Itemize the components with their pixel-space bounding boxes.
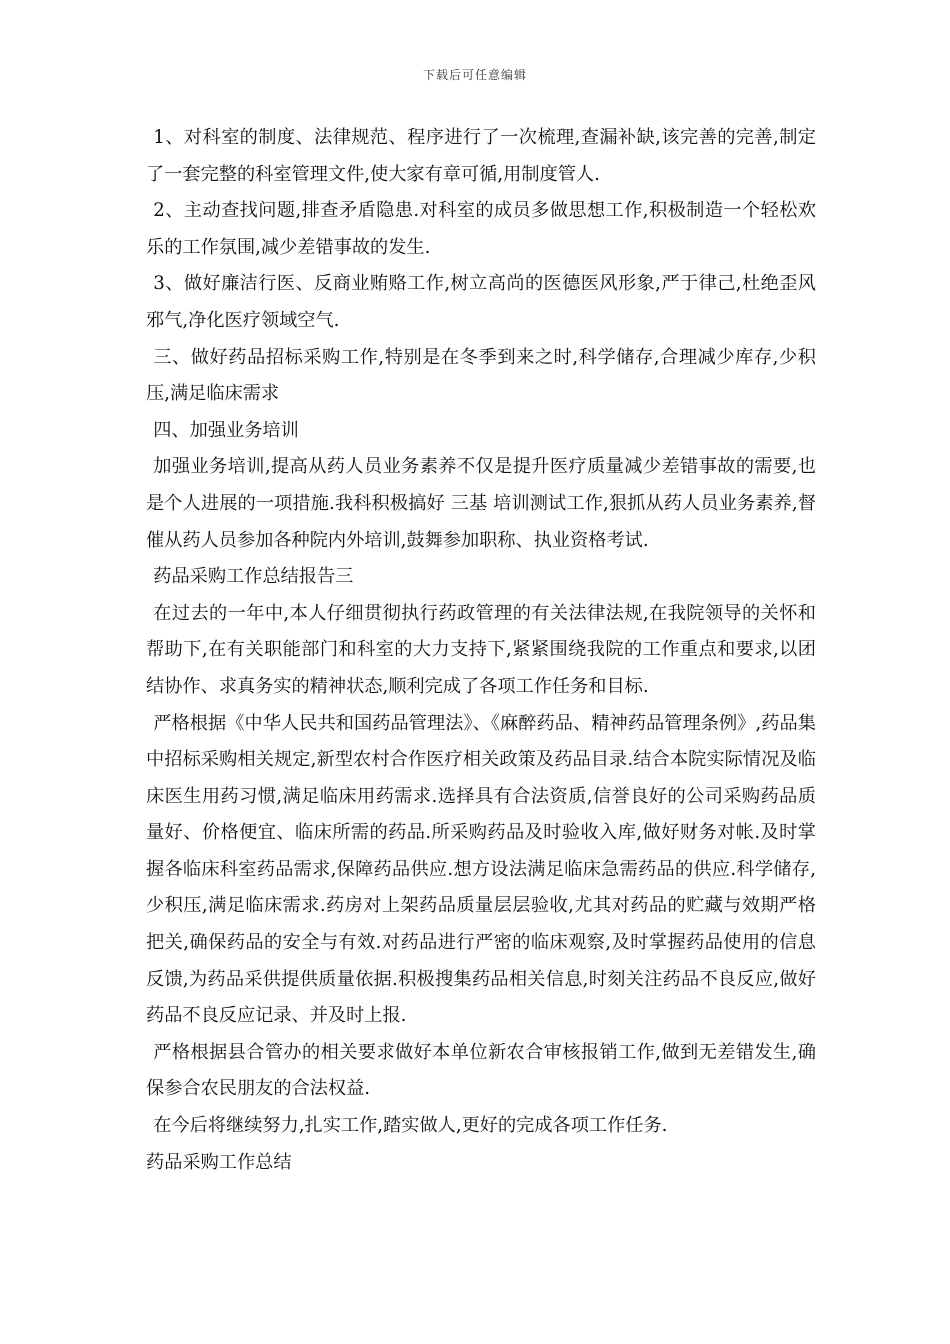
paragraph-regulations: 严格根据《中华人民共和国药品管理法》、《麻醉药品、精神药品管理条例》,药品集中招标采购相关规定,新型农村合作医疗相关政策及药品目录.结合本院实际情况及临床医生用药习惯,满足临床用药需求.选择具有合法资质,信誉良好的公司采购药品质量好、价格便宜、临床所需的药品.所采购药品及时验收入库,做好财务对帐.及时掌握各临床科室药品需求,保障药品供应.想方设法满足临床急需药品的供应.科学储存,少积压,满足临床需求.药房对上架药品质量层层验收,尤其对药品的贮藏与效期严格把关,确保药品的安全与有效.对药品进行严密的临床观察,及时掌握药品使用的信息反馈,为药品采供提供质量依据.积极搜集药品相关信息,时刻关注药品不良反应,做好药品不良反应记录、并及时上报. — [146, 712, 816, 1027]
paragraph-training: 加强业务培训,提高从药人员业务素养不仅是提升医疗质量减少差错事故的需要,也是个人进展的一项措施.我科积极搞好 三基 培训测试工作,狠抓从药人员业务素养,督催从药人员参加各种院内外培训,鼓舞参加职称、执业资格考试. — [146, 456, 816, 551]
document-body — [146, 120, 816, 1181]
section-heading-four: 四、加强业务培训 — [153, 419, 299, 441]
paragraph-future: 在今后将继续努力,扎实工作,踏实做人,更好的完成各项工作任务. — [153, 1115, 668, 1137]
closing-title: 药品采购工作总结 — [146, 1151, 292, 1173]
paragraph-past-year: 在过去的一年中,本人仔细贯彻执行药政管理的有关法律法规,在我院领导的关怀和帮助下,在有关职能部门和科室的大力支持下,紧紧围绕我院的工作重点和要求,以团结协作、求真务实的精神状态,顺利完成了各项工作任务和目标. — [146, 602, 816, 697]
paragraph-item-1: 1、对科室的制度、法律规范、程序进行了一次梳理,查漏补缺,该完善的完善,制定了一套完整的科室管理文件,使大家有章可循,用制度管人. — [146, 127, 816, 185]
paragraph-insurance: 严格根据县合管办的相关要求做好本单位新农合审核报销工作,做到无差错发生,确保参合农民朋友的合法权益. — [146, 1041, 816, 1100]
paragraph-item-2: 2、主动查找问题,排查矛盾隐患.对科室的成员多做思想工作,积极制造一个轻松欢乐的工作氛围,减少差错事故的发生. — [146, 200, 816, 258]
header-note: 下载后可任意编辑 — [422, 68, 527, 82]
section-heading-three: 三、做好药品招标采购工作,特别是在冬季到来之时,科学储存,合理减少库存,少积压,满足临床需求 — [146, 346, 816, 405]
report-title-three: 药品采购工作总结报告三 — [153, 566, 354, 588]
paragraph-item-3: 3、做好廉洁行医、反商业贿赂工作,树立高尚的医德医风形象,严于律己,杜绝歪风邪气,净化医疗领域空气. — [146, 273, 816, 331]
